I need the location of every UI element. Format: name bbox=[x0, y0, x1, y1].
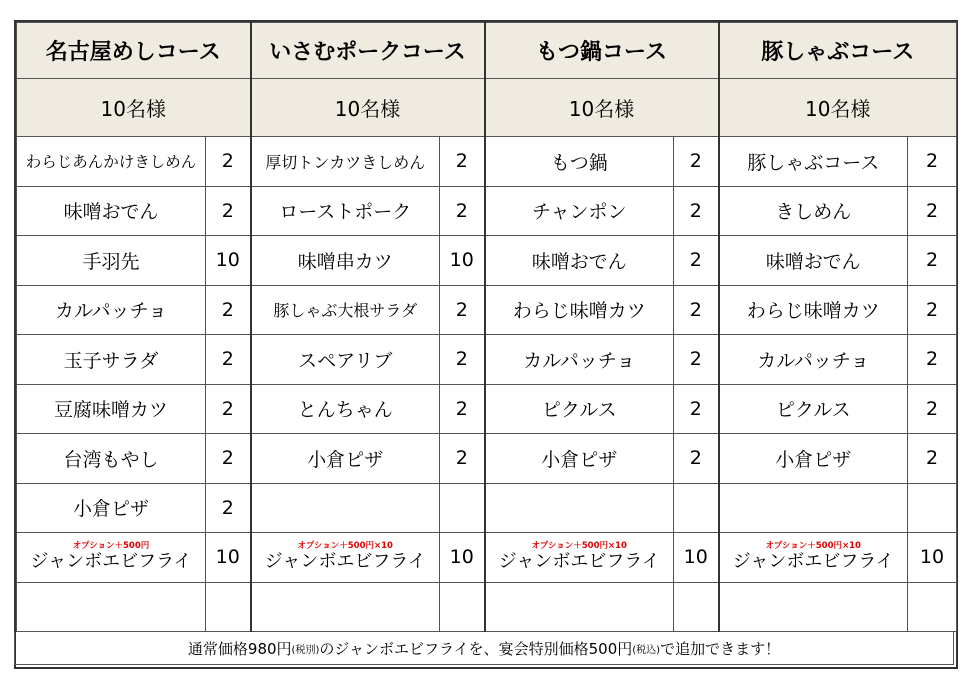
dish-name: 小倉ピザ bbox=[719, 434, 908, 484]
dish-name: 玉子サラダ bbox=[17, 335, 206, 385]
dish-name: 厚切トンカツきしめん bbox=[251, 137, 440, 187]
dish-qty: 2 bbox=[908, 384, 957, 434]
dish-name: 小倉ピザ bbox=[485, 434, 674, 484]
option-cell bbox=[719, 533, 908, 583]
footer-text-3: で追加できます！ bbox=[660, 639, 781, 658]
dish-qty: 2 bbox=[674, 285, 719, 335]
dish-name: 味噌おでん bbox=[485, 236, 674, 286]
option-qty: 10 bbox=[206, 533, 251, 583]
option-dish-name: ジャンボエビフライ bbox=[264, 551, 426, 573]
guest-count-row bbox=[17, 79, 957, 137]
footer-note bbox=[14, 632, 954, 665]
dish-qty: 2 bbox=[674, 137, 719, 187]
dish-qty: 2 bbox=[908, 186, 957, 236]
menu-item-row bbox=[17, 434, 957, 484]
footer-tax-excluded: (税別) bbox=[291, 644, 320, 656]
guest-count: 10名様 bbox=[485, 79, 719, 137]
blank-cell bbox=[908, 582, 957, 632]
dish-qty bbox=[440, 483, 485, 533]
menu-item-row bbox=[17, 384, 957, 434]
dish-qty: 10 bbox=[440, 236, 485, 286]
dish-qty: 2 bbox=[440, 335, 485, 385]
dish-qty: 2 bbox=[674, 236, 719, 286]
option-dish-name: ジャンボエビフライ bbox=[498, 551, 660, 573]
option-wrap bbox=[17, 541, 205, 573]
dish-qty: 2 bbox=[908, 137, 957, 187]
dish-name: わらじあんかけきしめん bbox=[17, 137, 206, 187]
dish-qty: 2 bbox=[206, 434, 251, 484]
menu-item-row bbox=[17, 483, 957, 533]
dish-qty: 2 bbox=[440, 285, 485, 335]
dish-name: きしめん bbox=[719, 186, 908, 236]
option-wrap bbox=[252, 541, 440, 573]
guest-count: 10名様 bbox=[719, 79, 957, 137]
blank-cell bbox=[17, 582, 206, 632]
footer-tax-included: (税込) bbox=[632, 644, 661, 656]
dish-qty: 2 bbox=[440, 434, 485, 484]
dish-qty: 2 bbox=[206, 186, 251, 236]
dish-qty: 10 bbox=[206, 236, 251, 286]
dish-qty: 2 bbox=[440, 137, 485, 187]
dish-name: ローストポーク bbox=[251, 186, 440, 236]
dish-name: もつ鍋 bbox=[485, 137, 674, 187]
dish-name bbox=[251, 483, 440, 533]
blank-cell bbox=[719, 582, 908, 632]
course-title: 豚しゃぶコース bbox=[719, 23, 957, 79]
option-wrap bbox=[720, 541, 908, 573]
blank-row bbox=[17, 582, 957, 632]
option-wrap bbox=[486, 541, 674, 573]
option-note: オプション＋500円 bbox=[72, 541, 150, 552]
menu-item-row bbox=[17, 137, 957, 187]
dish-name bbox=[719, 483, 908, 533]
option-note: オプション＋500円×10 bbox=[297, 541, 393, 552]
dish-name: スペアリブ bbox=[251, 335, 440, 385]
course-menu-sheet bbox=[14, 20, 958, 669]
dish-name: カルパッチョ bbox=[17, 285, 206, 335]
option-dish-name: ジャンボエビフライ bbox=[732, 551, 894, 573]
dish-name: チャンポン bbox=[485, 186, 674, 236]
dish-name: カルパッチョ bbox=[719, 335, 908, 385]
course-title: いさむポークコース bbox=[251, 23, 485, 79]
course-title: 名古屋めしコース bbox=[17, 23, 251, 79]
dish-name: 豆腐味噌カツ bbox=[17, 384, 206, 434]
dish-name: 味噌串カツ bbox=[251, 236, 440, 286]
blank-cell bbox=[206, 582, 251, 632]
dish-qty: 2 bbox=[440, 384, 485, 434]
menu-item-row bbox=[17, 335, 957, 385]
dish-name: 豚しゃぶコース bbox=[719, 137, 908, 187]
dish-name: ピクルス bbox=[719, 384, 908, 434]
blank-cell bbox=[674, 582, 719, 632]
footer-text-2: のジャンボエビフライを、宴会特別価格500円 bbox=[319, 639, 633, 658]
blank-cell bbox=[251, 582, 440, 632]
guest-count: 10名様 bbox=[251, 79, 485, 137]
menu-item-row bbox=[17, 285, 957, 335]
course-menu-table bbox=[16, 22, 957, 632]
dish-qty: 2 bbox=[674, 434, 719, 484]
option-qty: 10 bbox=[908, 533, 957, 583]
dish-qty bbox=[674, 483, 719, 533]
dish-name: カルパッチョ bbox=[485, 335, 674, 385]
menu-item-row bbox=[17, 186, 957, 236]
option-row bbox=[17, 533, 957, 583]
dish-qty: 2 bbox=[908, 434, 957, 484]
dish-name: わらじ味噌カツ bbox=[485, 285, 674, 335]
footer-text-1: 通常価格980円 bbox=[187, 639, 292, 658]
dish-qty: 2 bbox=[674, 335, 719, 385]
dish-qty: 2 bbox=[674, 186, 719, 236]
dish-qty: 2 bbox=[206, 384, 251, 434]
option-cell bbox=[251, 533, 440, 583]
course-title: もつ鍋コース bbox=[485, 23, 719, 79]
option-qty: 10 bbox=[440, 533, 485, 583]
blank-cell bbox=[485, 582, 674, 632]
option-cell bbox=[485, 533, 674, 583]
dish-name: 豚しゃぶ大根サラダ bbox=[251, 285, 440, 335]
dish-qty: 2 bbox=[206, 335, 251, 385]
option-note: オプション＋500円×10 bbox=[765, 541, 861, 552]
menu-item-row bbox=[17, 236, 957, 286]
dish-qty: 2 bbox=[908, 335, 957, 385]
dish-qty: 2 bbox=[908, 236, 957, 286]
dish-name: 台湾もやし bbox=[17, 434, 206, 484]
dish-qty: 2 bbox=[206, 137, 251, 187]
dish-name: わらじ味噌カツ bbox=[719, 285, 908, 335]
dish-qty: 2 bbox=[908, 285, 957, 335]
dish-name: 小倉ピザ bbox=[17, 483, 206, 533]
option-note: オプション＋500円×10 bbox=[531, 541, 627, 552]
dish-name: 手羽先 bbox=[17, 236, 206, 286]
guest-count: 10名様 bbox=[17, 79, 251, 137]
dish-qty: 2 bbox=[440, 186, 485, 236]
dish-qty bbox=[908, 483, 957, 533]
dish-name: ピクルス bbox=[485, 384, 674, 434]
dish-name: 味噌おでん bbox=[719, 236, 908, 286]
dish-name bbox=[485, 483, 674, 533]
blank-cell bbox=[440, 582, 485, 632]
dish-name: とんちゃん bbox=[251, 384, 440, 434]
dish-qty: 2 bbox=[674, 384, 719, 434]
dish-name: 味噌おでん bbox=[17, 186, 206, 236]
option-cell bbox=[17, 533, 206, 583]
dish-name: 小倉ピザ bbox=[251, 434, 440, 484]
dish-qty: 2 bbox=[206, 483, 251, 533]
option-qty: 10 bbox=[674, 533, 719, 583]
option-dish-name: ジャンボエビフライ bbox=[30, 551, 192, 573]
course-title-row bbox=[17, 23, 957, 79]
dish-qty: 2 bbox=[206, 285, 251, 335]
